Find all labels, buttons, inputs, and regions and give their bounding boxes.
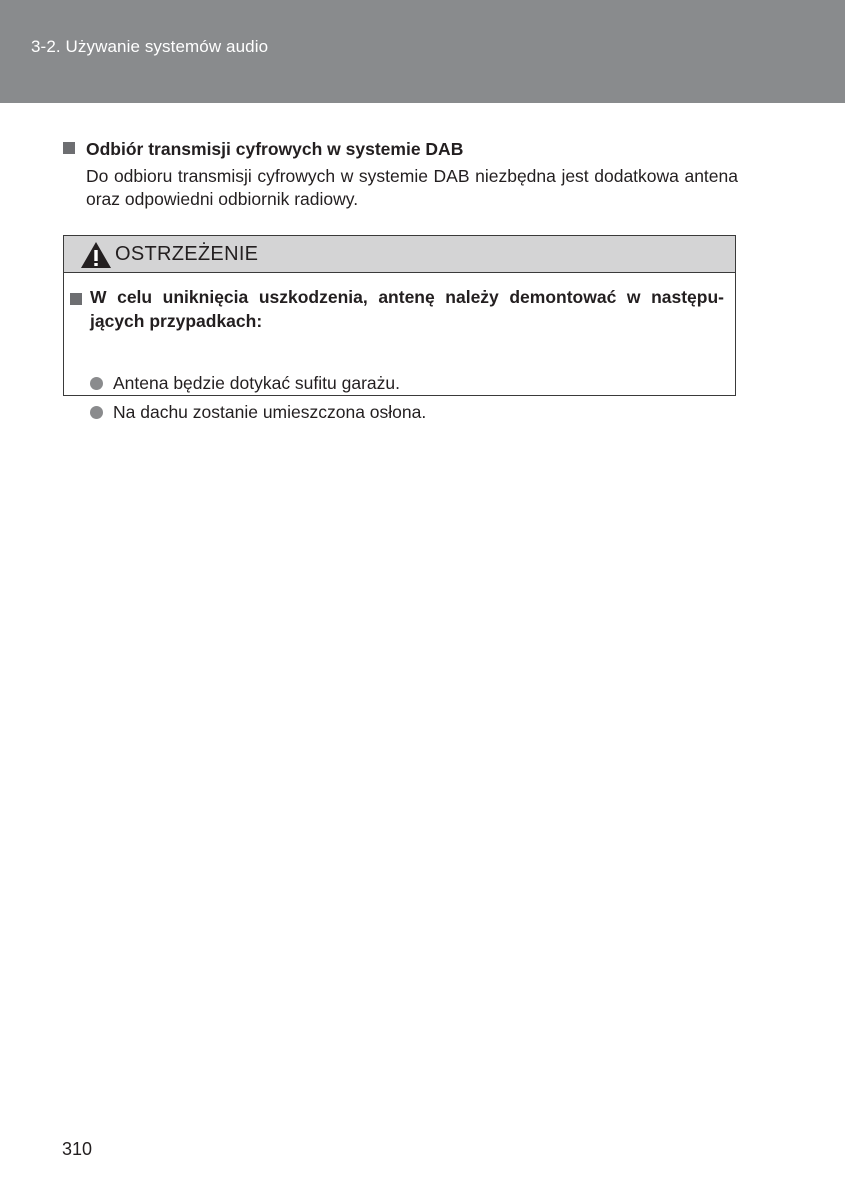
page-number: 310 [62, 1139, 93, 1159]
warning-title: OSTRZEŻENIE [115, 243, 259, 265]
warning-box [63, 235, 736, 422]
warning-heading: W celu uniknięcia uszkodzenia, antenę należy demontować w następu-jących przypadkach: [90, 287, 724, 331]
warning-content [64, 273, 735, 422]
round-bullet-icon [90, 377, 103, 390]
square-bullet-icon [63, 142, 75, 154]
page-header-band [0, 0, 845, 103]
round-bullet-icon [90, 406, 103, 419]
square-bullet-icon [70, 293, 82, 305]
section-heading: Odbiór transmisji cyfrowych w systemie DAB [86, 139, 464, 159]
list-item-text: Antena będzie dotykać sufitu garażu. [113, 373, 400, 393]
warning-header [64, 236, 735, 273]
chapter-title: 3-2. Używanie systemów audio [31, 37, 269, 56]
warning-triangle-icon [80, 241, 112, 269]
section-body: Do odbioru transmisji cyfrowych w systemie DAB niezbędna jest dodatkowa antena oraz odpowiedni odbiornik radiowy. [86, 166, 738, 209]
list-item-text: Na dachu zostanie umieszczona osłona. [113, 402, 427, 422]
